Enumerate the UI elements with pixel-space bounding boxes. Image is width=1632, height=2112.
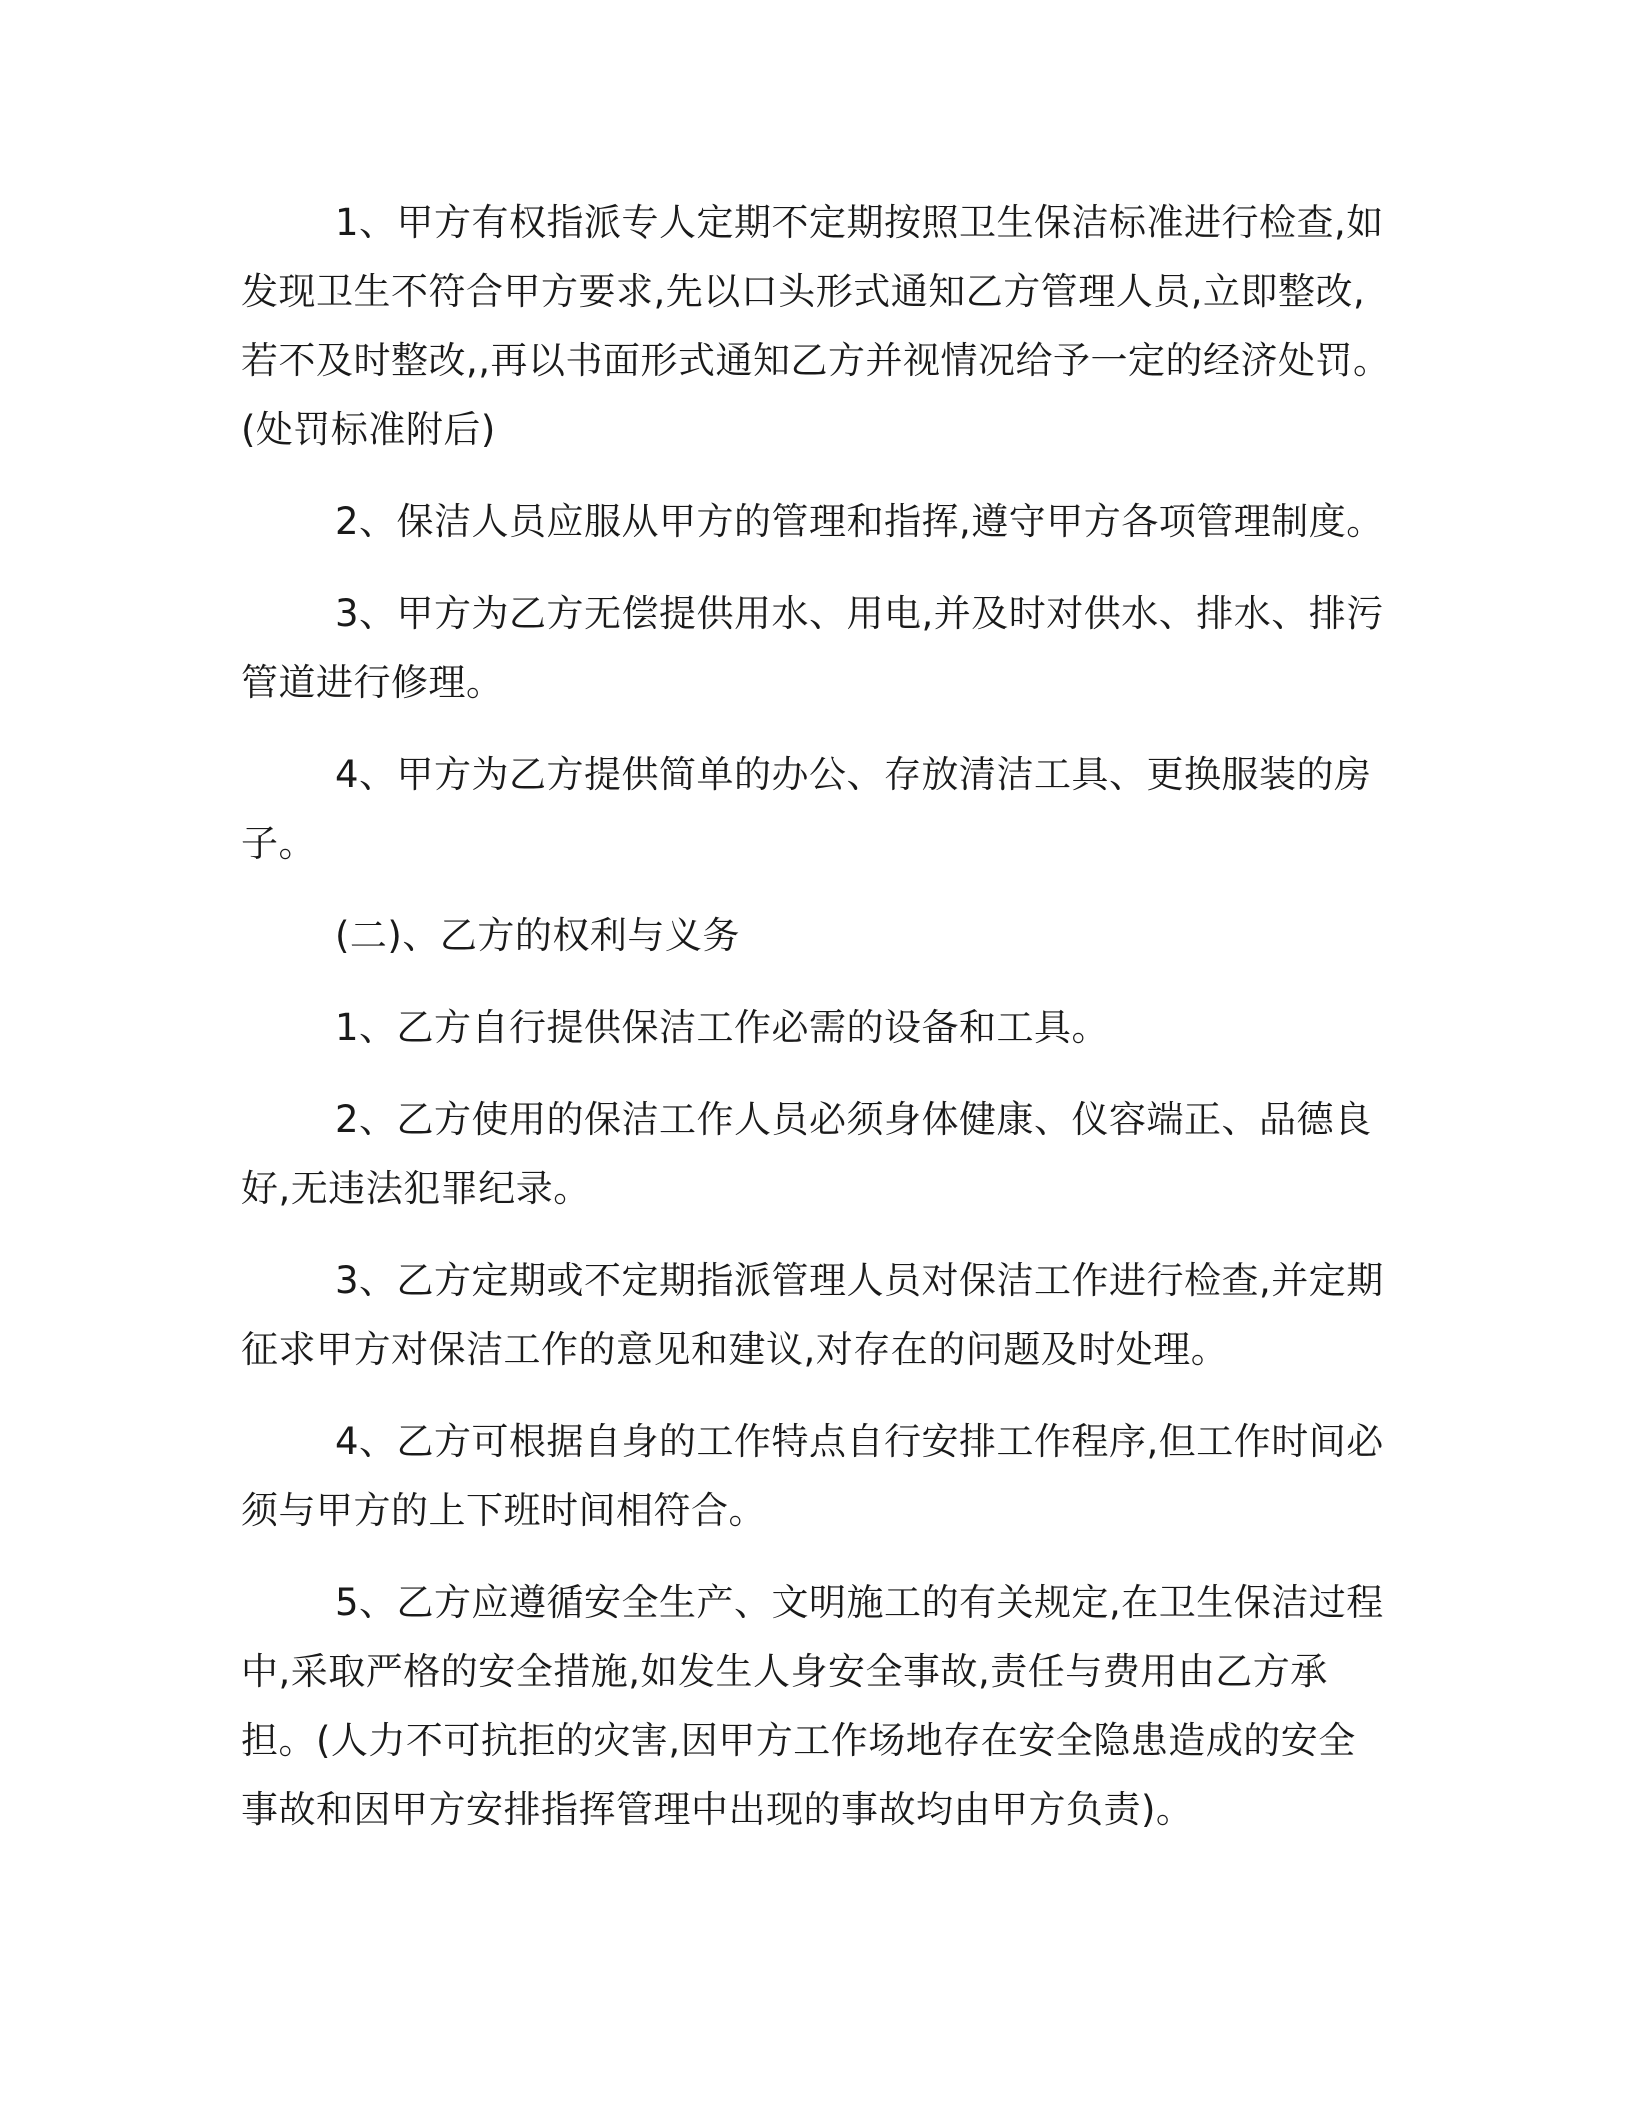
paragraph-party-b-inspection: 3、乙方定期或不定期指派管理人员对保洁工作进行检查,并定期征求甲方对保洁工作的意见和建议,对存在的问题及时处理。: [241, 1259, 1384, 1371]
paragraph-staff-requirements: 2、乙方使用的保洁工作人员必须身体健康、仪容端正、品德良好,无违法犯罪纪录。: [241, 1098, 1372, 1210]
paragraph-safety-rules: 5、乙方应遵循安全生产、文明施工的有关规定,在卫生保洁过程中,采取严格的安全措施,如发生人身安全事故,责任与费用由乙方承担。(人力不可抗拒的灾害,因甲方工作场地存在安全隐患造成的安全事故和因甲方安排指挥管理中出现的事故均由甲方负责)。: [241, 1581, 1384, 1831]
section-heading-party-b-rights: (二)、乙方的权利与义务: [335, 914, 740, 957]
paragraph-work-schedule: 4、乙方可根据自身的工作特点自行安排工作程序,但工作时间必须与甲方的上下班时间相符合。: [241, 1420, 1384, 1532]
paragraph-party-a-inspection: 1、甲方有权指派专人定期不定期按照卫生保洁标准进行检查,如发现卫生不符合甲方要求,先以口头形式通知乙方管理人员,立即整改,若不及时整改,,再以书面形式通知乙方并视情况给予一定的经济处罚。(处罚标准附后): [241, 201, 1391, 451]
paragraph-cleaners-obey: 2、保洁人员应服从甲方的管理和指挥,遵守甲方各项管理制度。: [335, 500, 1384, 543]
paragraph-equipment-tools: 1、乙方自行提供保洁工作必需的设备和工具。: [335, 1006, 1110, 1049]
paragraph-water-electricity: 3、甲方为乙方无偿提供用水、用电,并及时对供水、排水、排污管道进行修理。: [241, 592, 1384, 704]
document-page: [241, 188, 1391, 1844]
paragraph-office-room: 4、甲方为乙方提供简单的办公、存放清洁工具、更换服装的房子。: [241, 753, 1372, 865]
